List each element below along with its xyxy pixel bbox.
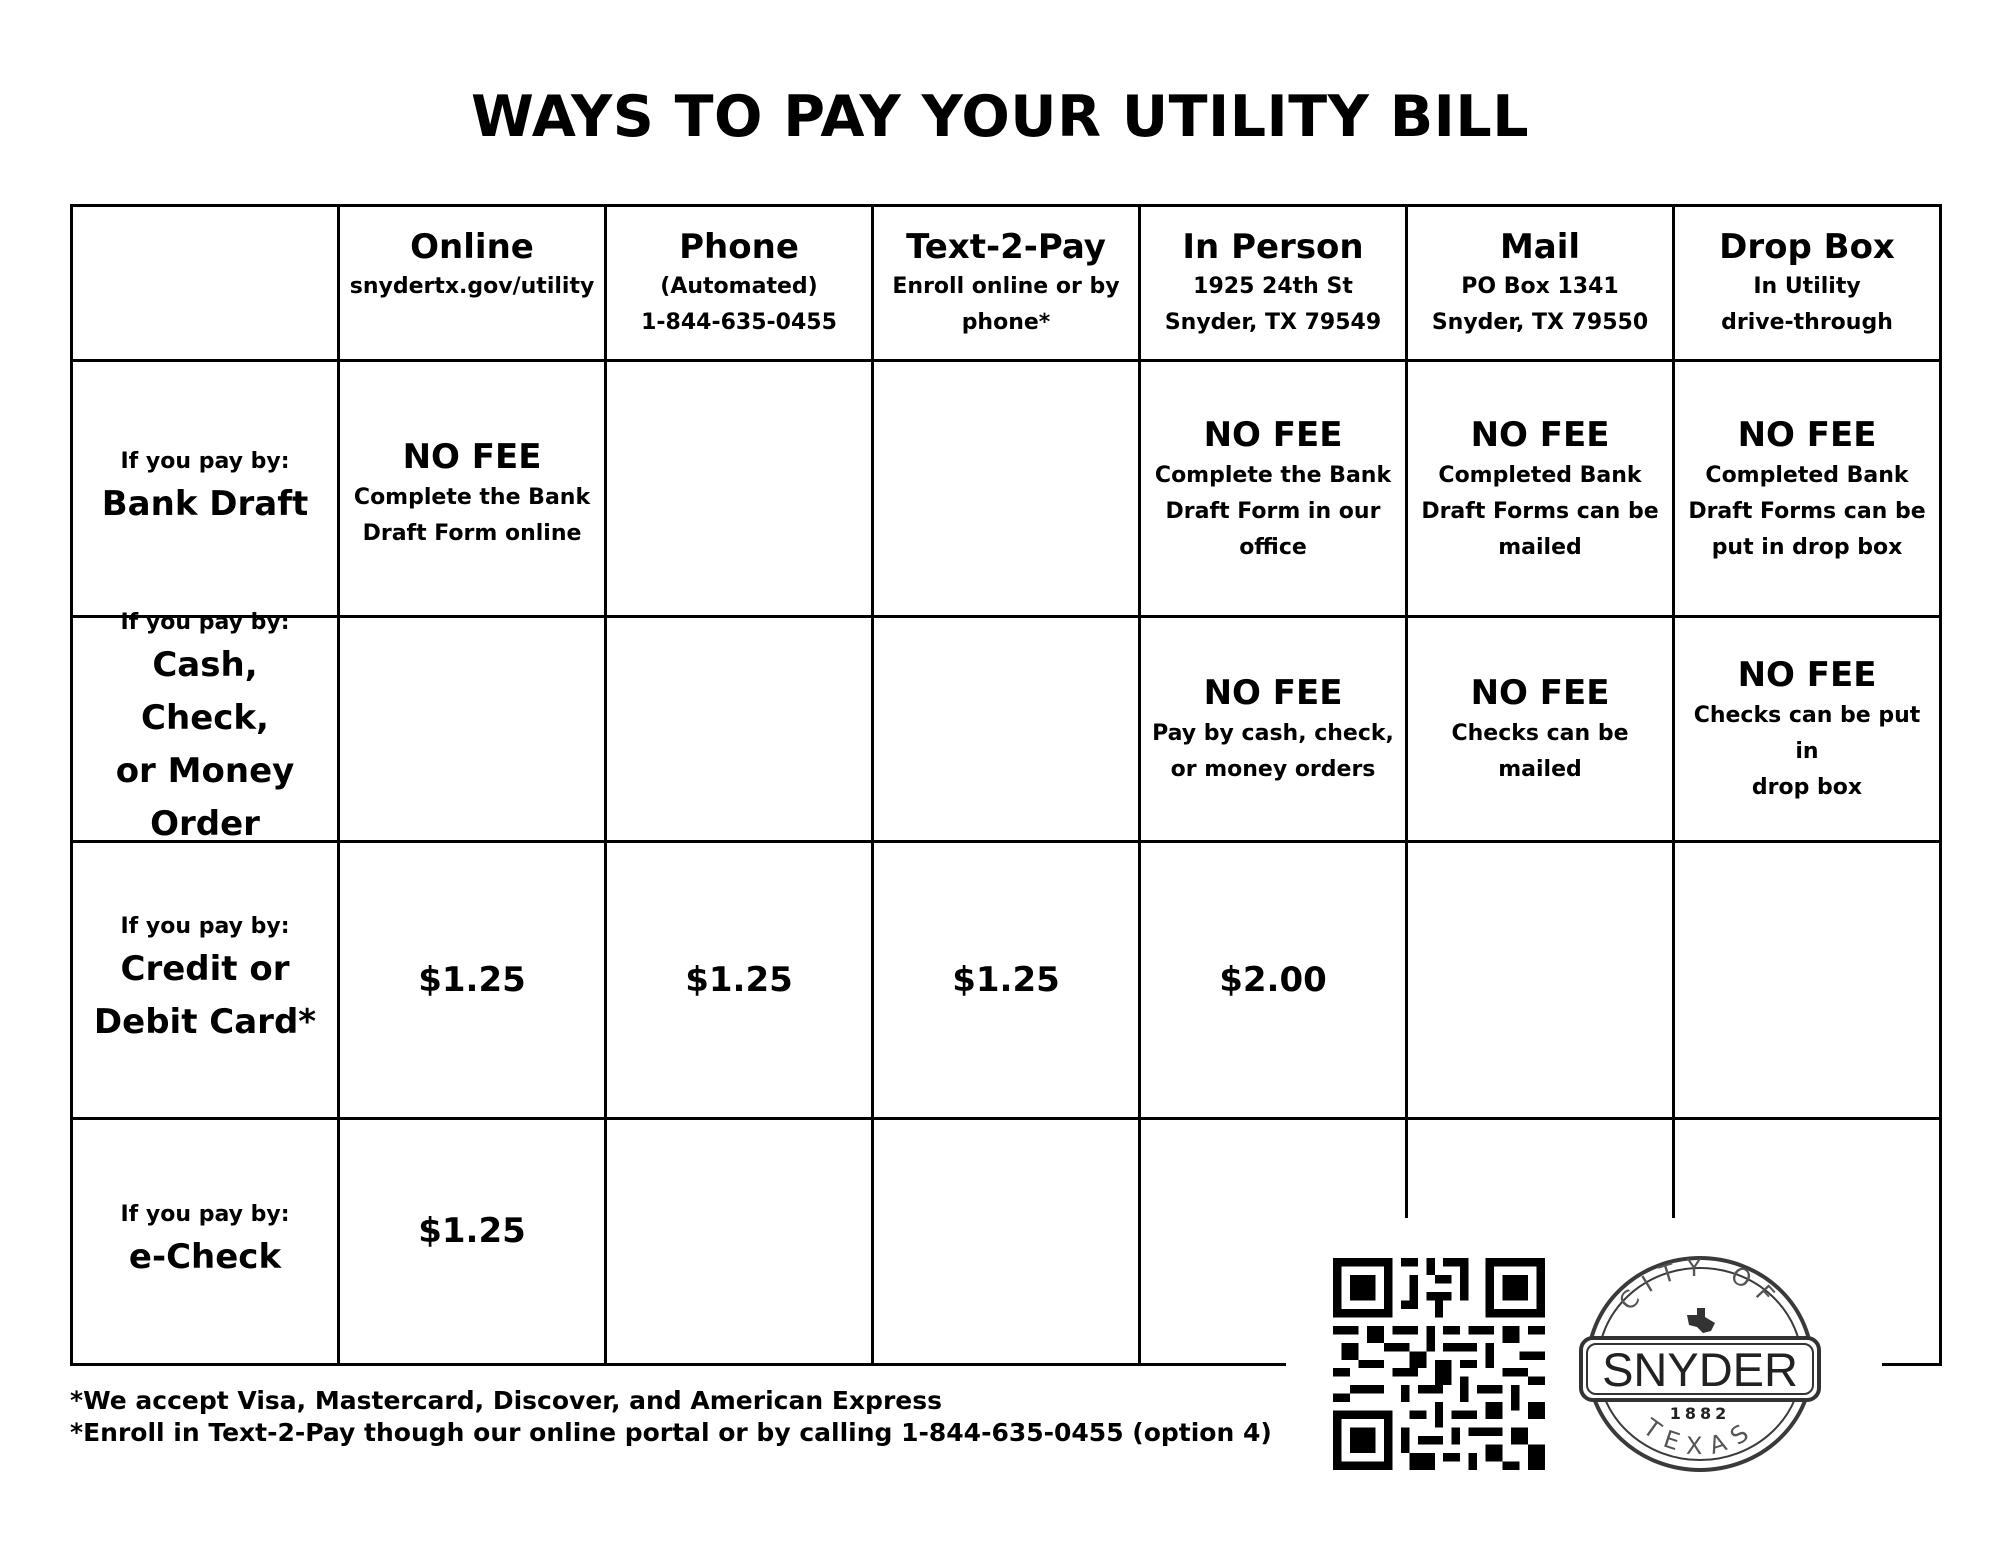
cell-bank-draft-in-person — [1141, 362, 1408, 618]
row-name: Debit Card* — [93, 1002, 317, 1042]
cell-cash-text-2-pay — [874, 618, 1141, 843]
cell-e-check-online — [340, 1120, 607, 1363]
row-name: Order — [150, 804, 260, 844]
cell-bank-draft-phone — [607, 362, 874, 618]
seal-main-text: SNYDER — [1602, 1343, 1798, 1396]
column-subtitle: 1-844-635-0455 — [641, 310, 837, 335]
cell-bank-draft-drop-box — [1675, 362, 1939, 618]
fee-label: NO FEE — [1203, 414, 1343, 455]
cell-bank-draft-mail — [1408, 362, 1675, 618]
cell-card-mail — [1408, 843, 1675, 1120]
cell-cash-in-person — [1141, 618, 1408, 843]
cell-bank-draft-text-2-pay — [874, 362, 1141, 618]
row-name: Credit or — [120, 949, 290, 989]
column-subtitle: PO Box 1341 — [1461, 274, 1619, 299]
row-prefix: If you pay by: — [120, 914, 290, 939]
row-prefix: If you pay by: — [120, 1202, 290, 1227]
column-subtitle: In Utility — [1753, 274, 1861, 299]
column-subtitle: Snyder, TX 79550 — [1431, 310, 1649, 335]
column-title: Online — [410, 227, 534, 267]
fee-description: Draft Forms can be — [1421, 498, 1659, 524]
fee-amount: $2.00 — [1219, 960, 1327, 1000]
column-title: Text-2-Pay — [906, 227, 1106, 267]
cell-cash-phone — [607, 618, 874, 843]
row-header-bank-draft — [73, 362, 340, 618]
column-header-online — [340, 207, 607, 362]
column-subtitle: phone* — [961, 310, 1051, 335]
row-header-cash-check-money-order — [73, 610, 340, 844]
fee-label: NO FEE — [402, 436, 542, 477]
fee-description: mailed — [1498, 534, 1582, 560]
fee-amount: $1.25 — [418, 1210, 526, 1251]
fee-description: Completed Bank — [1705, 462, 1909, 488]
fee-description: or money orders — [1170, 757, 1376, 782]
row-prefix: If you pay by: — [120, 610, 290, 635]
row-header-credit-debit-card — [73, 843, 340, 1120]
fee-description: put in drop box — [1711, 534, 1903, 560]
cell-cash-drop-box — [1675, 618, 1939, 843]
row-name: Bank Draft — [101, 484, 309, 524]
cell-cash-mail — [1408, 618, 1675, 843]
column-title: In Person — [1182, 227, 1364, 267]
cell-card-drop-box — [1675, 843, 1939, 1120]
fee-description: Checks can be — [1451, 721, 1629, 746]
payment-methods-table — [70, 204, 1942, 1366]
cell-bank-draft-online — [340, 362, 607, 618]
fee-description: Pay by cash, check, — [1152, 721, 1394, 746]
column-subtitle: Snyder, TX 79549 — [1164, 310, 1382, 335]
column-subtitle: 1925 24th St — [1193, 274, 1353, 299]
column-header-phone — [607, 207, 874, 362]
fee-description: Draft Form in our — [1165, 498, 1381, 524]
fee-description: mailed — [1498, 757, 1582, 782]
fee-amount: $1.25 — [418, 960, 526, 1000]
row-prefix: If you pay by: — [120, 449, 290, 474]
cell-e-check-phone — [607, 1120, 874, 1363]
seal-top-text: CITY OF — [1613, 1253, 1787, 1317]
cell-cash-online — [340, 618, 607, 843]
column-subtitle: Enroll online or by — [892, 274, 1120, 299]
row-name: Cash, Check, — [141, 645, 269, 738]
row-name: e-Check — [128, 1237, 282, 1277]
fee-description: Completed Bank — [1438, 462, 1642, 488]
cell-e-check-text-2-pay — [874, 1120, 1141, 1363]
column-subtitle: (Automated) — [660, 274, 818, 299]
fee-description: drop box — [1751, 775, 1863, 800]
row-name: or Money — [115, 751, 295, 791]
city-seal-logo — [1575, 1253, 1825, 1475]
column-header-in-person — [1141, 207, 1408, 362]
fee-description: Complete the Bank — [353, 484, 591, 510]
cell-card-text-2-pay — [874, 843, 1141, 1120]
column-title: Mail — [1499, 227, 1581, 267]
footnote-text-2-pay: *Enroll in Text-2-Pay though our online portal or by calling 1-844-635-0455 (option 4) — [70, 1418, 1272, 1447]
page-title: WAYS TO PAY YOUR UTILITY BILL — [470, 84, 1530, 150]
fee-amount: $1.25 — [952, 960, 1060, 1000]
column-subtitle: snydertx.gov/utility — [349, 274, 595, 299]
fee-description: Checks can be put in — [1693, 703, 1921, 764]
fee-amount: $1.25 — [685, 960, 793, 1000]
column-title: Drop Box — [1719, 227, 1895, 267]
cell-card-in-person — [1141, 843, 1408, 1120]
fee-label: NO FEE — [1737, 655, 1877, 695]
fee-description: Draft Form online — [362, 520, 582, 546]
seal-bottom-text: TEXAS — [1638, 1413, 1762, 1461]
column-subtitle: drive-through — [1721, 310, 1893, 335]
row-header-e-check — [73, 1120, 340, 1363]
corner-cell — [73, 207, 340, 362]
cell-card-online — [340, 843, 607, 1120]
fee-description: Complete the Bank — [1154, 462, 1392, 488]
fee-label: NO FEE — [1470, 414, 1610, 455]
column-header-text-2-pay — [874, 207, 1141, 362]
fee-description: office — [1239, 534, 1307, 560]
fee-description: Draft Forms can be — [1688, 498, 1926, 524]
seal-year-text: 1882 — [1669, 1404, 1731, 1423]
column-header-drop-box — [1675, 207, 1939, 362]
fee-label: NO FEE — [1737, 414, 1877, 455]
qr-code-icon[interactable] — [1333, 1258, 1545, 1470]
fee-label: NO FEE — [1203, 673, 1343, 713]
footnote-cards: *We accept Visa, Mastercard, Discover, and American Express — [70, 1386, 942, 1415]
cell-card-phone — [607, 843, 874, 1120]
column-header-mail — [1408, 207, 1675, 362]
fee-label: NO FEE — [1470, 673, 1610, 713]
column-title: Phone — [679, 227, 799, 267]
